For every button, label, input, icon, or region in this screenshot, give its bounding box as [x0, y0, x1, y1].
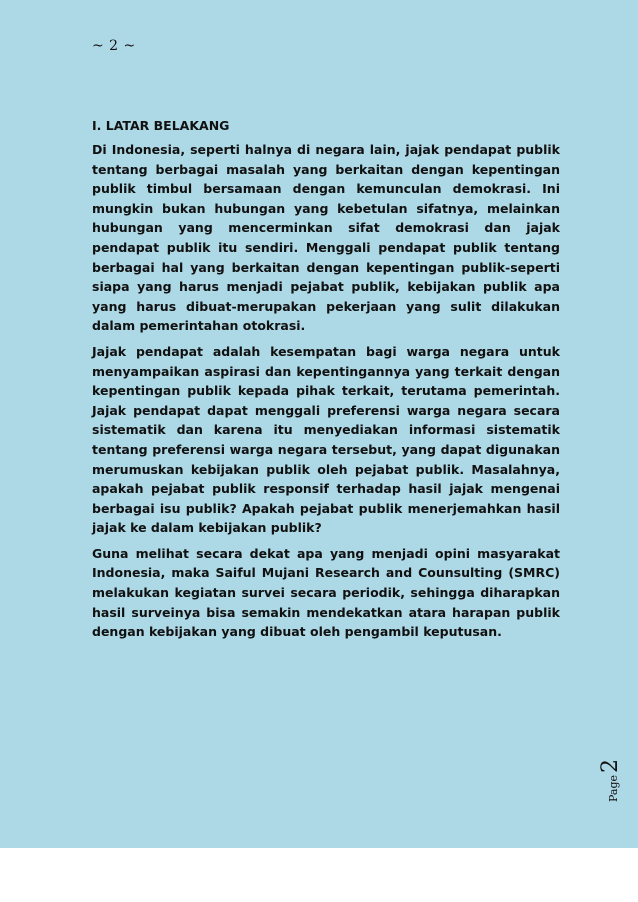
page-number: 2 — [598, 758, 623, 773]
paragraph-1: Di Indonesia, seperti halnya di negara lain, jajak pendapat publik tentang berbagai masalah yang berkaitan dengan kepentingan publik timbul bersamaan dengan kemunculan demokrasi. Ini mungkin bukan hubungan yang kebetulan sifatnya, melainkan hubungan yang mencerminkan sifat demokrasi dan jajak pendapat publik itu sendiri. Menggali pendapat publik tentang berbagai hal yang berkaitan dengan kepentingan publik-seperti siapa yang harus menjadi pejabat publik, kebijakan publik apa yang harus dibuat-merupakan pekerjaan yang sulit dilakukan dalam pemerintahan otokrasi. — [92, 142, 560, 334]
page-word: Page — [607, 774, 620, 802]
paragraph-3: Guna melihat secara dekat apa yang menjadi opini masyarakat Indonesia, maka Saiful Mujani Research and Counsulting (SMRC) melakukan kegiatan survei secara periodik, sehingga diharapkan hasil surveinya bisa semakin mendekatkan atara harapan publik dengan kebijakan yang dibuat oleh pengambil keputusan. — [92, 545, 560, 640]
page-marker: ~ 2 ~ — [92, 38, 136, 54]
section-content — [92, 116, 560, 648]
paragraph-2: Jajak pendapat adalah kesempatan bagi warga negara untuk menyampaikan aspirasi dan kepentingannya yang terkait dengan kepentingan publik kepada pihak terkait, terutama pemerintah. Jajak pendapat dapat menggali preferensi warga negara secara sistematik dan karena itu menyediakan informasi sistematik tentang preferensi warga negara tersebut, yang dapat digunakan merumuskan kebijakan publik oleh pejabat publik. Masalahnya, apakah pejabat publik responsif terhadap hasil jajak mengenai berbagai isu publik? Apakah pejabat publik menerjemahkan hasil jajak ke dalam kebijakan publik? — [92, 343, 560, 536]
page-number-label — [598, 742, 628, 802]
section-heading: I. LATAR BELAKANG — [92, 118, 230, 133]
